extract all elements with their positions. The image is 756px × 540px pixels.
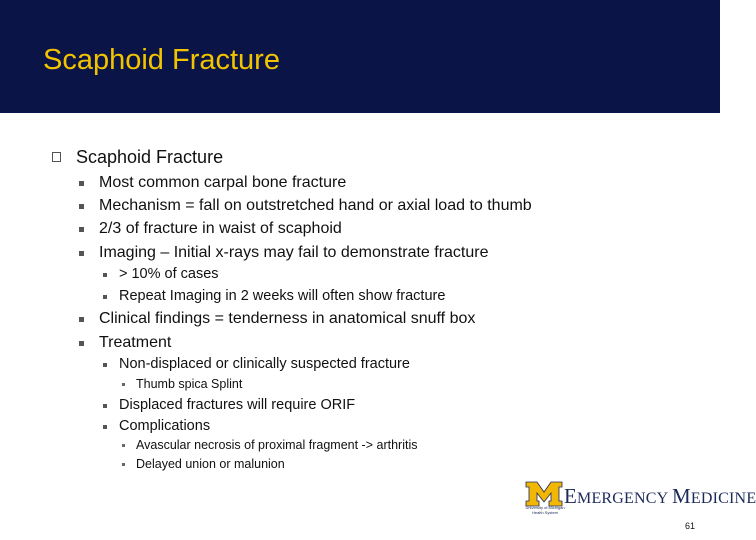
sub-sub-bullet-text: Delayed union or malunion [136, 457, 285, 471]
sub-sub-bullet-text: Avascular necrosis of proximal fragment -> arthritis [136, 438, 418, 452]
bullet-text: 2/3 of fracture in waist of scaphoid [99, 220, 342, 237]
sub-bullet-text: Displaced fractures will require ORIF [119, 397, 356, 413]
square-bullet-icon [103, 404, 107, 408]
square-bullet-icon [103, 273, 107, 277]
page-number: 61 [684, 521, 695, 531]
logo-m-rest: EDICINE [690, 490, 756, 507]
logo-wordmark [564, 484, 756, 509]
sub-bullet-text: Non-displaced or clinically suspected fracture [119, 356, 410, 372]
sub-bullet-text: Complications [119, 418, 211, 434]
hollow-square-bullet-icon [52, 152, 61, 162]
sub-bullet-text: > 10% of cases [119, 266, 219, 282]
slide-title: Scaphoid Fracture [43, 44, 280, 76]
block-m-logo-icon [525, 481, 563, 507]
sub-bullet-text: Repeat Imaging in 2 weeks will often show fracture [119, 288, 446, 304]
square-bullet-icon [79, 204, 84, 209]
square-bullet-icon [103, 295, 107, 299]
bullet-text: Imaging – Initial x-rays may fail to demonstrate fracture [99, 244, 489, 261]
logo-e-rest: MERGENCY [577, 490, 668, 507]
square-bullet-icon [122, 463, 125, 466]
square-bullet-icon [79, 341, 84, 346]
logo-subtitle-line2: Health System [531, 509, 558, 515]
square-bullet-icon [103, 363, 107, 367]
square-bullet-icon [79, 317, 84, 322]
square-bullet-icon [122, 383, 125, 386]
square-bullet-icon [79, 181, 84, 186]
bullet-text: Clinical findings = tenderness in anatomical snuff box [99, 310, 476, 327]
logo-m-initial: M [672, 484, 691, 508]
main-bullet-text: Scaphoid Fracture [76, 147, 224, 167]
bullet-text: Treatment [99, 334, 172, 351]
square-bullet-icon [103, 425, 107, 429]
square-bullet-icon [79, 227, 84, 232]
square-bullet-icon [122, 444, 125, 447]
square-bullet-icon [79, 251, 84, 256]
sub-sub-bullet-text: Thumb spica Splint [136, 377, 243, 391]
bullet-text: Mechanism = fall on outstretched hand or axial load to thumb [99, 197, 532, 214]
logo-subtitle [525, 506, 565, 515]
logo-e-initial: E [564, 484, 578, 508]
logo-subtitle-line1: University of Michigan [525, 505, 565, 510]
bullet-text: Most common carpal bone fracture [99, 174, 347, 191]
michigan-emergency-medicine-logo [525, 481, 756, 519]
